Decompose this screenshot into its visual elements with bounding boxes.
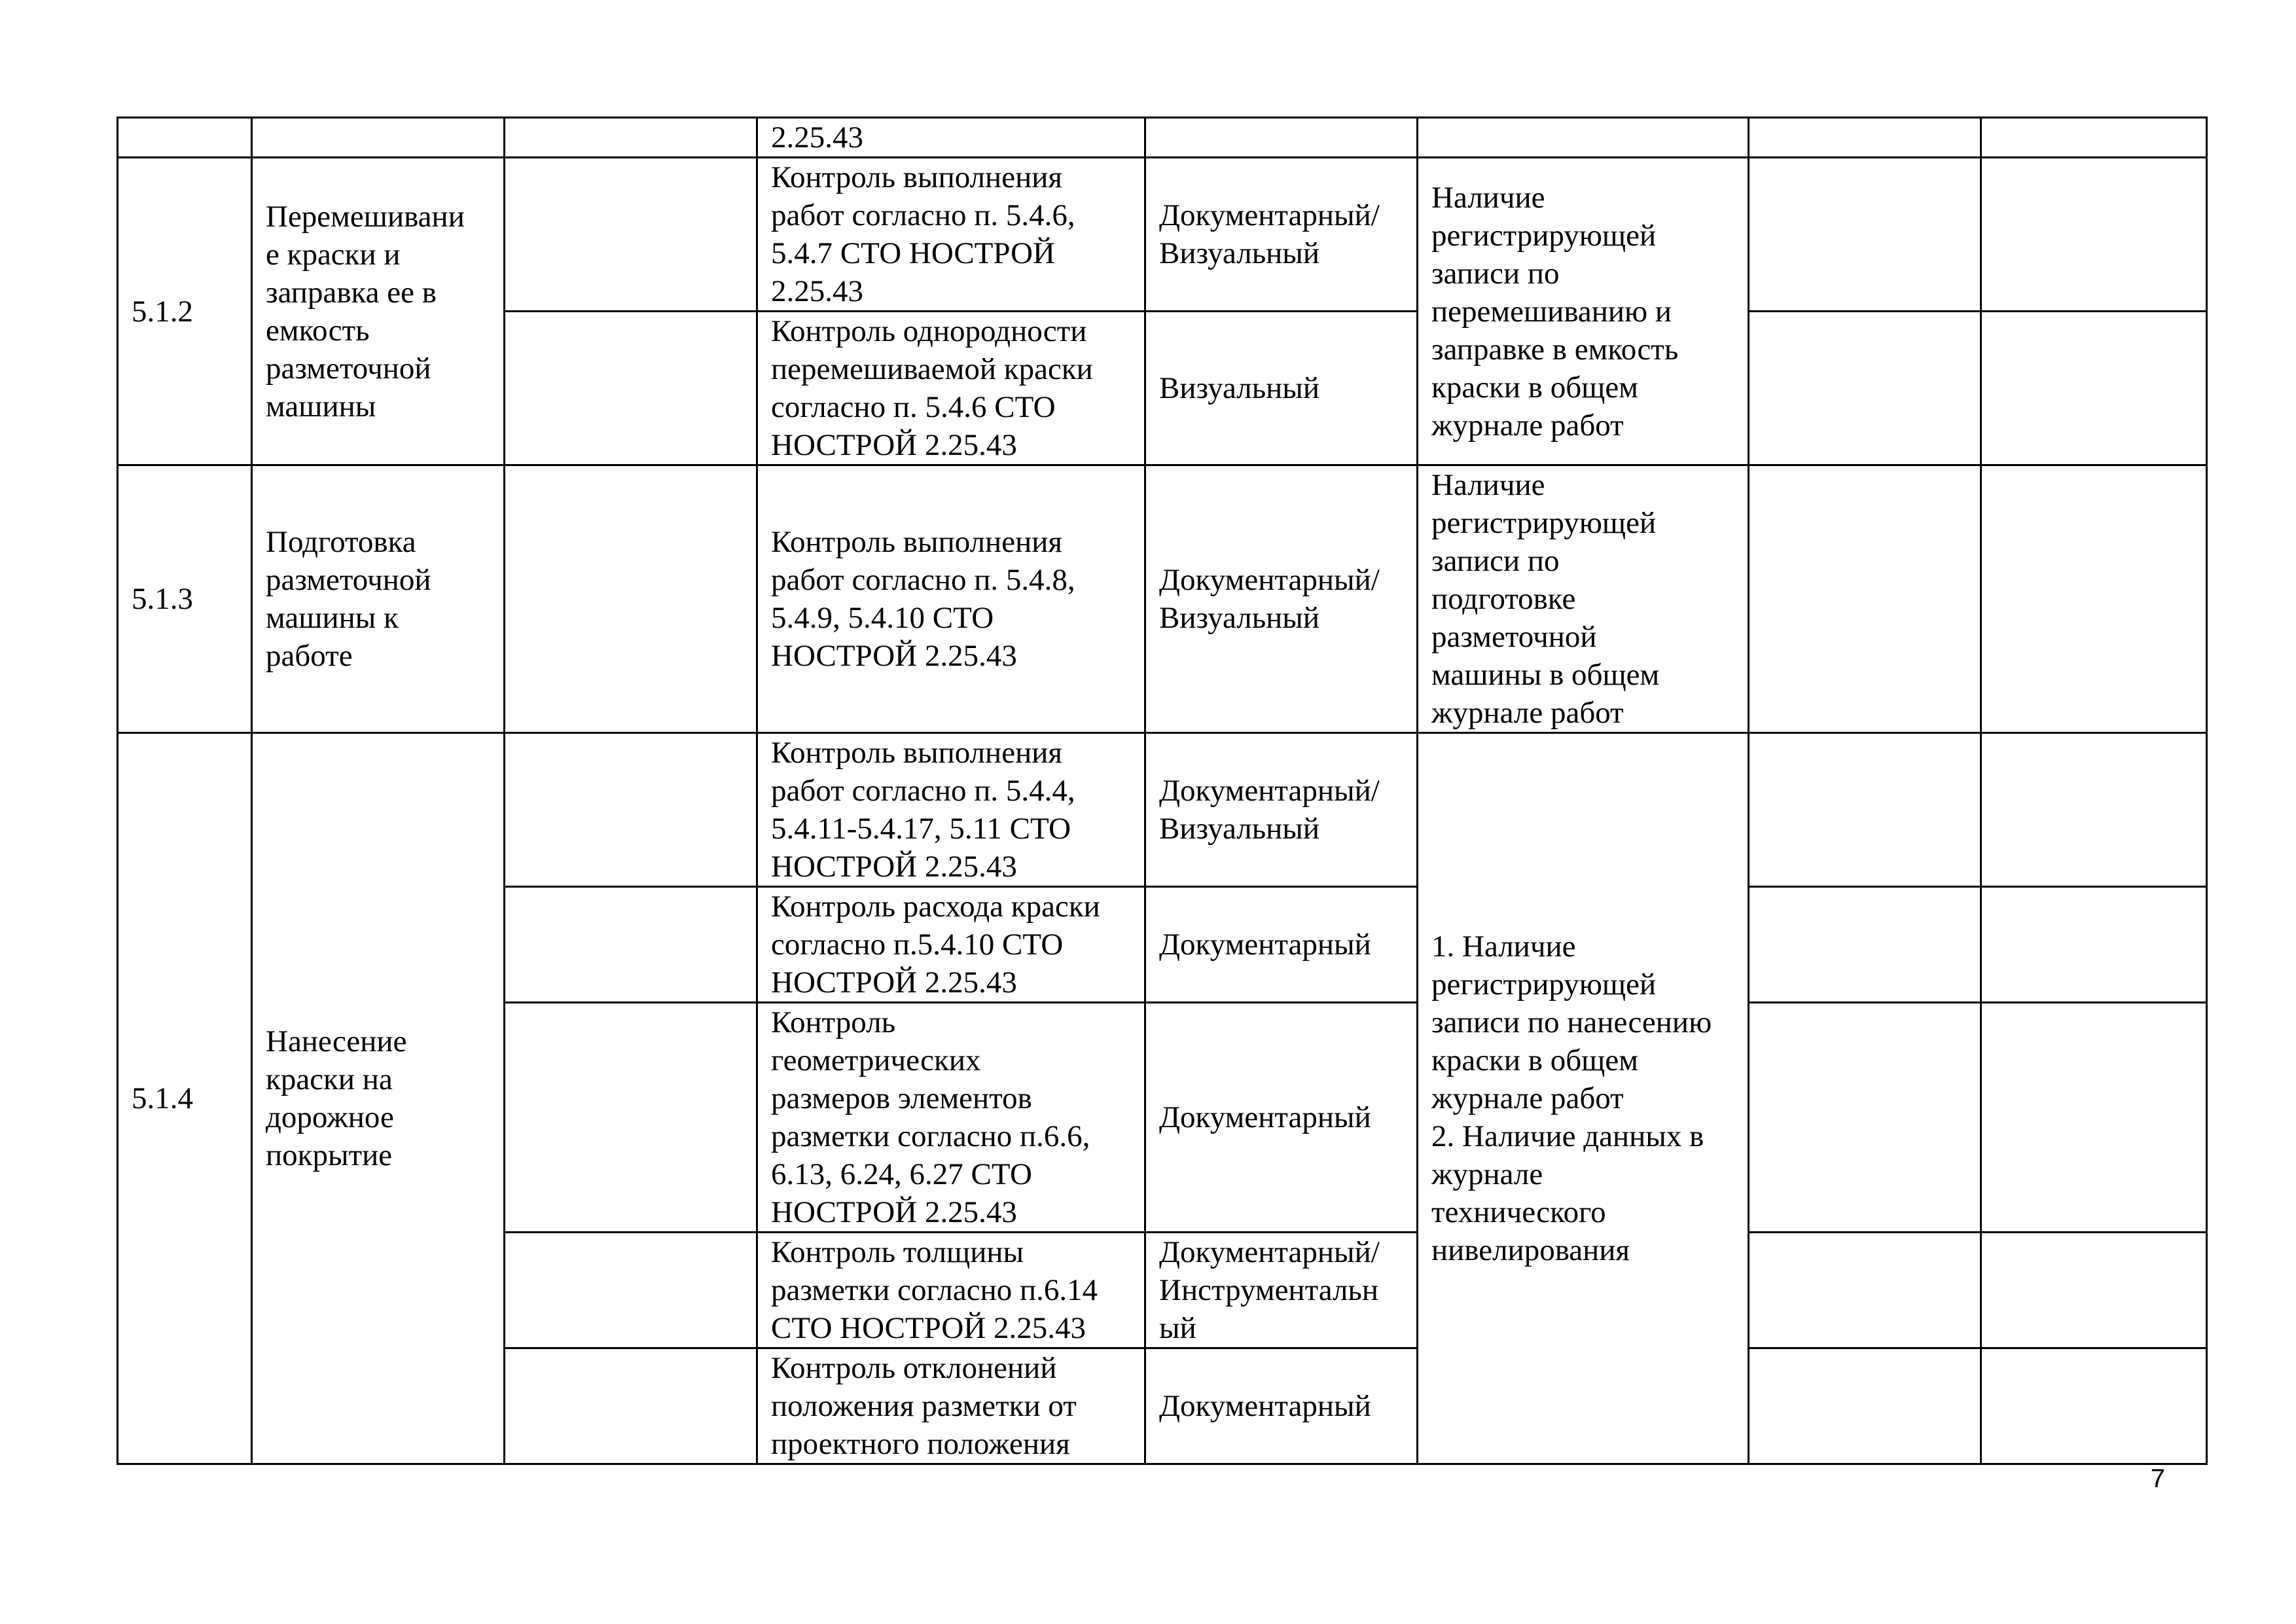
- control-cell: 2.25.43: [757, 118, 1145, 158]
- record-cell: Наличие регистрирующей записи по перемешиванию и заправке в емкость краски в общем журнале работ: [1418, 158, 1749, 465]
- table-cell: [1749, 158, 1981, 312]
- table-cell: [505, 1348, 757, 1464]
- method-cell: Документарный/ Визуальный: [1145, 733, 1418, 887]
- table-cell: [1981, 1233, 2207, 1348]
- table-cell: [505, 733, 757, 887]
- method-cell: Документарный: [1145, 1348, 1418, 1464]
- control-cell: Контроль однородности перемешиваемой краски согласно п. 5.4.6 СТО НОСТРОЙ 2.25.43: [757, 312, 1145, 465]
- table-row: [118, 118, 2207, 158]
- table-cell: [118, 118, 252, 158]
- method-cell: Документарный/ Визуальный: [1145, 465, 1418, 733]
- control-cell: Контроль геометрических размеров элементов разметки согласно п.6.6, 6.13, 6.24, 6.27 СТО НОСТРОЙ 2.25.43: [757, 1003, 1145, 1233]
- method-cell: Визуальный: [1145, 312, 1418, 465]
- table-row: [118, 465, 2207, 733]
- operation-cell: Перемешивани е краски и заправка ее в емкость разметочной машины: [252, 158, 505, 465]
- table-cell: [1749, 465, 1981, 733]
- page-number: 7: [2150, 1464, 2165, 1493]
- table-cell: [1145, 118, 1418, 158]
- table-cell: [1749, 312, 1981, 465]
- method-cell: Документарный: [1145, 887, 1418, 1003]
- control-cell: Контроль толщины разметки согласно п.6.14 СТО НОСТРОЙ 2.25.43: [757, 1233, 1145, 1348]
- control-cell: Контроль выполнения работ согласно п. 5.4.4, 5.4.11-5.4.17, 5.11 СТО НОСТРОЙ 2.25.43: [757, 733, 1145, 887]
- table-row: [118, 158, 2207, 312]
- method-cell: Документарный/ Визуальный: [1145, 158, 1418, 312]
- table-cell: [1749, 1233, 1981, 1348]
- table-cell: [1981, 733, 2207, 887]
- table-cell: [1981, 312, 2207, 465]
- control-cell: Контроль расхода краски согласно п.5.4.10 СТО НОСТРОЙ 2.25.43: [757, 887, 1145, 1003]
- item-number-cell: 5.1.4: [118, 733, 252, 1464]
- table-cell: [505, 118, 757, 158]
- table-cell: [505, 312, 757, 465]
- quality-control-table: [117, 117, 2208, 1465]
- operation-cell: Нанесение краски на дорожное покрытие: [252, 733, 505, 1464]
- control-cell: Контроль выполнения работ согласно п. 5.4.8, 5.4.9, 5.4.10 СТО НОСТРОЙ 2.25.43: [757, 465, 1145, 733]
- table-cell: [1749, 887, 1981, 1003]
- table-cell: [1749, 733, 1981, 887]
- table-cell: [1749, 1003, 1981, 1233]
- record-cell: Наличие регистрирующей записи по подготовке разметочной машины в общем журнале работ: [1418, 465, 1749, 733]
- table-cell: [1981, 118, 2207, 158]
- method-cell: Документарный/ Инструментальн ый: [1145, 1233, 1418, 1348]
- table-cell: [252, 118, 505, 158]
- operation-cell: Подготовка разметочной машины к работе: [252, 465, 505, 733]
- table-cell: [505, 465, 757, 733]
- item-number-cell: 5.1.2: [118, 158, 252, 465]
- table-cell: [1981, 1003, 2207, 1233]
- table-cell: [1981, 465, 2207, 733]
- table-row: [118, 733, 2207, 887]
- table-cell: [1749, 1348, 1981, 1464]
- control-cell: Контроль отклонений положения разметки от проектного положения: [757, 1348, 1145, 1464]
- table-cell: [505, 158, 757, 312]
- method-cell: Документарный: [1145, 1003, 1418, 1233]
- control-cell: Контроль выполнения работ согласно п. 5.4.6, 5.4.7 СТО НОСТРОЙ 2.25.43: [757, 158, 1145, 312]
- item-number-cell: 5.1.3: [118, 465, 252, 733]
- table-cell: [505, 1003, 757, 1233]
- table-cell: [1418, 118, 1749, 158]
- record-cell: 1. Наличие регистрирующей записи по нанесению краски в общем журнале работ 2. Наличие данных в журнале технического нивелирования: [1418, 733, 1749, 1464]
- table-cell: [505, 1233, 757, 1348]
- table-cell: [1749, 118, 1981, 158]
- table-cell: [1981, 887, 2207, 1003]
- table-cell: [1981, 158, 2207, 312]
- table-cell: [505, 887, 757, 1003]
- table-cell: [1981, 1348, 2207, 1464]
